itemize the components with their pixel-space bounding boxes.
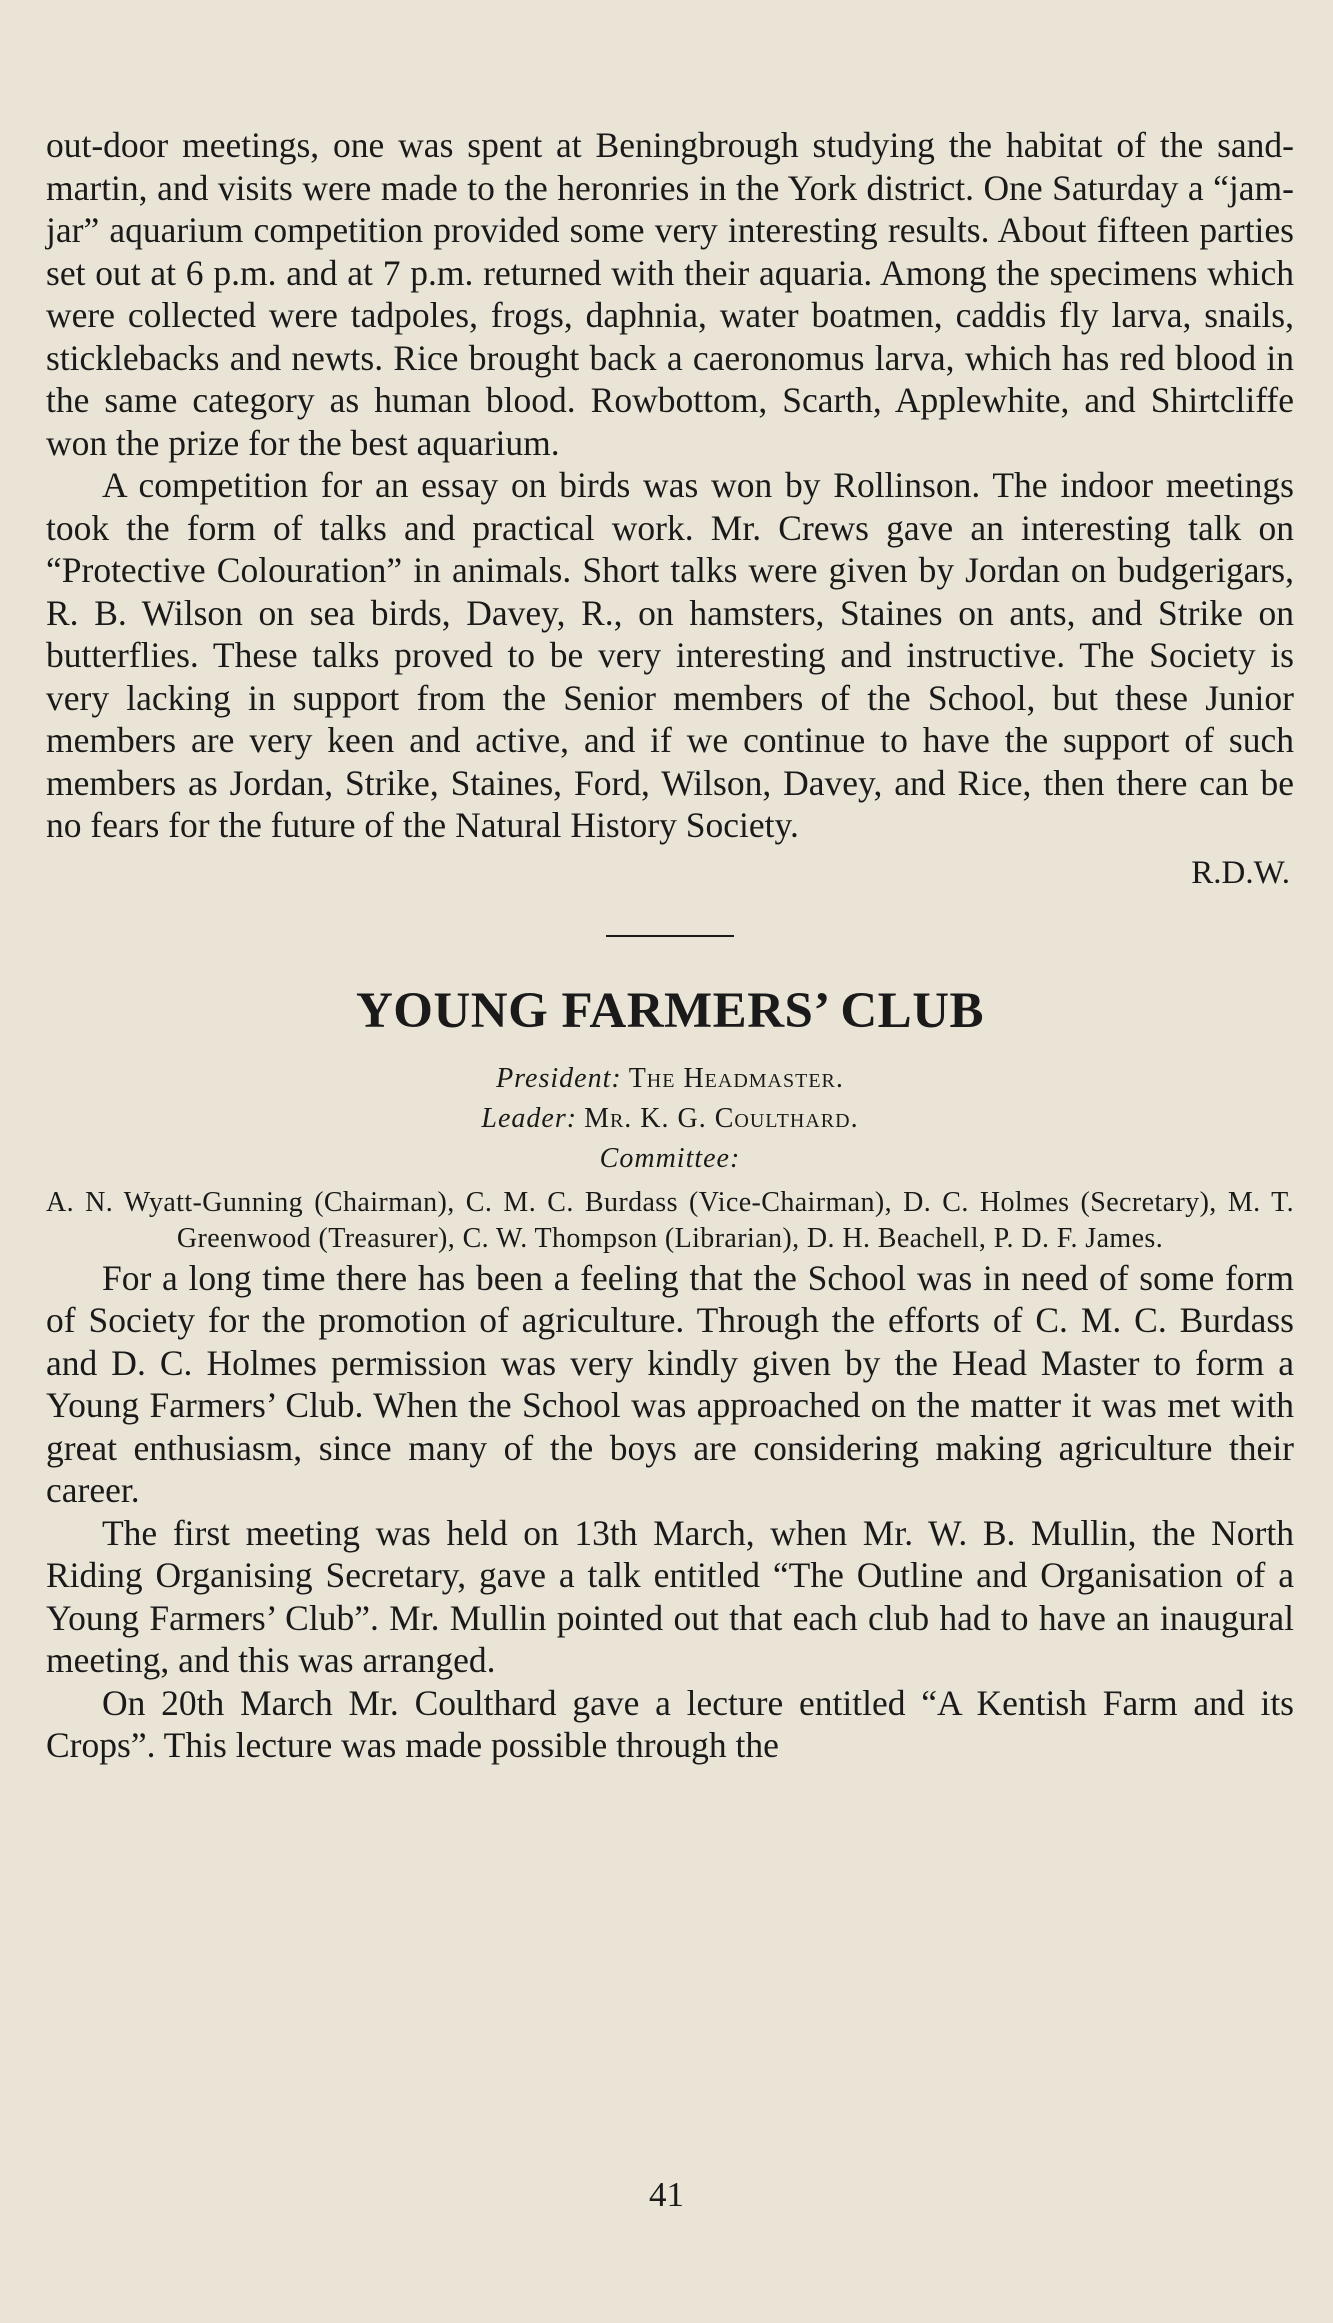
committee-members: A. N. Wyatt-Gunning (Chairman), C. M. C. Burdass (Vice-Chairman), D. C. Holmes (Secretary), M. T. Greenwood (Treasurer), C. W. Thompson (Librarian), D. H. Beachell, P. D. F. James. <box>46 1186 1294 1254</box>
young-farmers-paragraph-1: For a long time there has been a feeling that the School was in need of some form of Society for the promotion of agriculture. Through the efforts of C. M. C. Burdass and D. C. Holmes permission was very kindly given by the Head Master to form a Young Farmers’ Club. When the School was approached on the matter it was met with great enthusiasm, since many of the boys are considering making agriculture their career. <box>46 1257 1294 1510</box>
president-line <box>46 1059 1294 1099</box>
author-signature: R.D.W. <box>1191 854 1290 891</box>
leader-name: Mr. K. G. Coulthard. <box>584 1102 859 1134</box>
page-content <box>46 124 1294 1767</box>
natural-history-paragraph-2: A competition for an essay on birds was won by Rollinson. The indoor meetings took the form of talks and practical work. Mr. Crews gave an interesting talk on “Protective Colouration” in animals. Short talks were given by Jordan on budgerigars, R. B. Wilson on sea birds, Davey, R., on hamsters, Staines on ants, and Strike on butterflies. These talks proved to be very interesting and instructive. The Society is very lacking in support from the Senior members of the School, but these Junior members are very keen and active, and if we continue to have the support of such members as Jordan, Strike, Staines, Ford, Wilson, Davey, and Rice, then there can be no fears for the future of the Natural History Society. <box>46 465 1294 845</box>
committee-label: Committee: <box>599 1142 741 1174</box>
section-divider <box>606 935 734 937</box>
leader-label: Leader: <box>481 1102 578 1134</box>
young-farmers-paragraph-3: On 20th March Mr. Coulthard gave a lecture entitled “A Kentish Farm and its Crops”. This lecture was made possible through the <box>46 1682 1294 1765</box>
president-label: President: <box>496 1062 622 1094</box>
leader-line <box>46 1099 1294 1139</box>
natural-history-paragraph-1: out-door meetings, one was spent at Beningbrough studying the habitat of the sand-martin, and visits were made to the heronries in the York district. One Saturday a “jam-jar” aquarium competition provided some very interesting results. About fifteen parties set out at 6 p.m. and at 7 p.m. returned with their aquaria. Among the specimens which were collected were tadpoles, frogs, daphnia, water boatmen, caddis fly larva, snails, sticklebacks and newts. Rice brought back a caeronomus larva, which has red blood in the same category as human blood. Rowbottom, Scarth, Applewhite, and Shirtcliffe won the prize for the best aquarium. <box>46 125 1294 463</box>
president-name: The Headmaster. <box>628 1062 844 1094</box>
section-title: YOUNG FARMERS’ CLUB <box>355 982 985 1039</box>
page-number: 41 <box>649 2175 684 2214</box>
committee-line <box>46 1139 1294 1179</box>
young-farmers-paragraph-2: The first meeting was held on 13th March, when Mr. W. B. Mullin, the North Riding Organising Secretary, gave a talk entitled “The Outline and Organisation of a Young Farmers’ Club”. Mr. Mullin pointed out that each club had to have an inaugural meeting, and this was arranged. <box>46 1512 1294 1680</box>
